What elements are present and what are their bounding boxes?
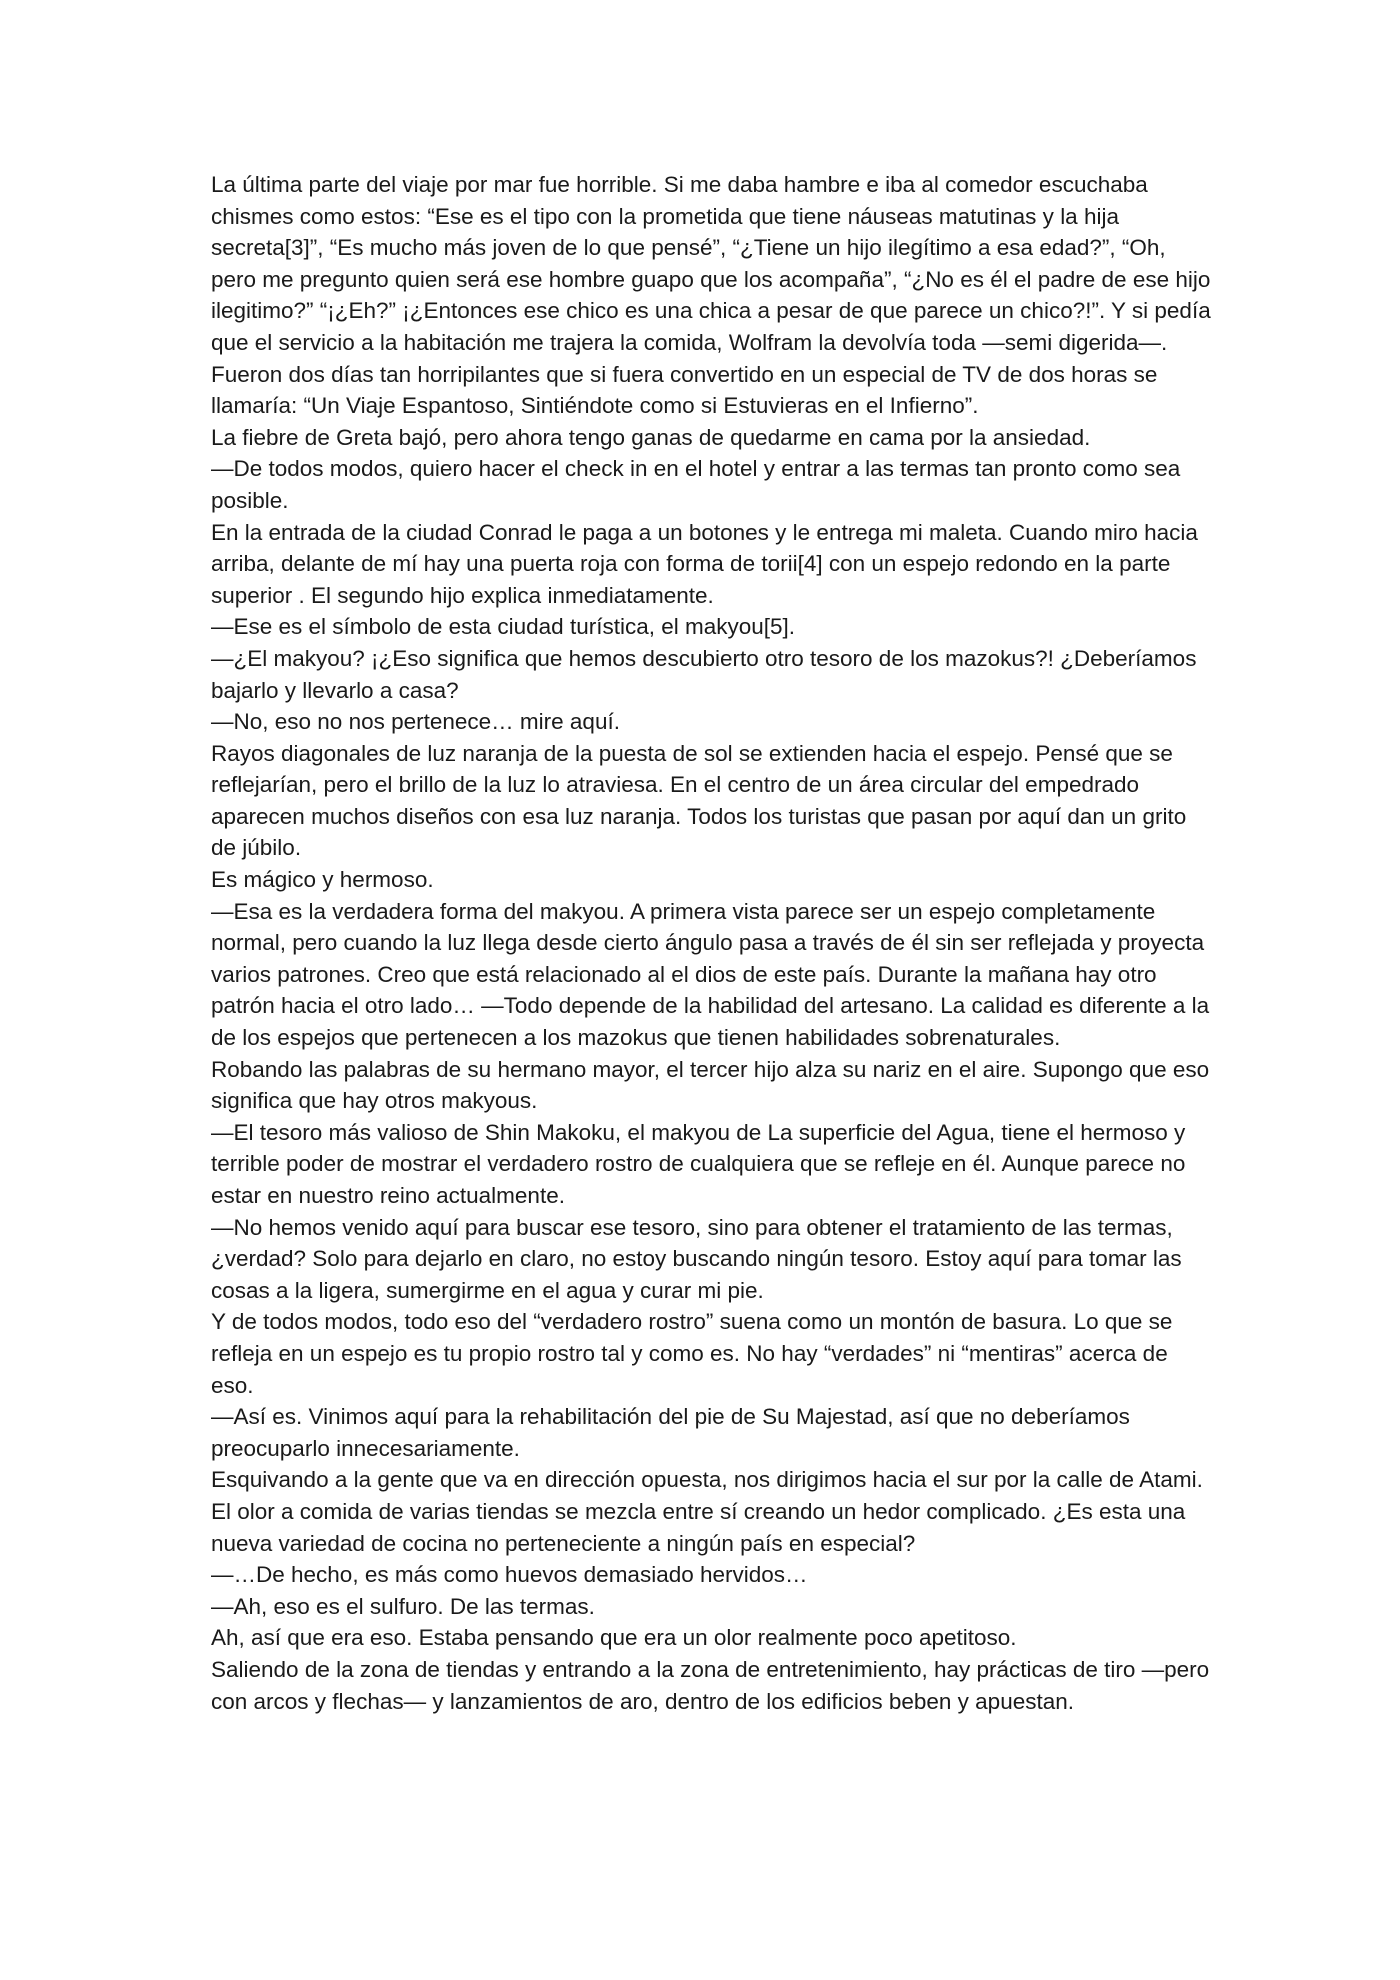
paragraph: —Así es. Vinimos aquí para la rehabilitación del pie de Su Majestad, así que no deberíamos preocuparlo innecesariamente. [211,1404,1130,1461]
paragraph: Y de todos modos, todo eso del “verdadero rostro” suena como un montón de basura. Lo que se refleja en un espejo es tu propio rostro tal y como es. No hay “verdades” ni “mentiras” acerca de eso. [211,1309,1173,1398]
paragraph: —No, eso no nos pertenece… mire aquí. [211,709,620,735]
document-body [211,169,1211,1717]
paragraph: Rayos diagonales de luz naranja de la puesta de sol se extienden hacia el espejo. Pensé que se reflejarían, pero el brillo de la luz lo atraviesa. En el centro de un área circular del empedrado aparecen muchos diseños con esa luz naranja. Todos los turistas que pasan por aquí dan un grito de júbilo. [211,740,1187,861]
paragraph: —No hemos venido aquí para buscar ese tesoro, sino para obtener el tratamiento de las termas, ¿verdad? Solo para dejarlo en claro, no estoy buscando ningún tesoro. Estoy aquí para tomar las cosas a la ligera, sumergirme en el agua y curar mi pie. [211,1214,1182,1303]
paragraph: En la entrada de la ciudad Conrad le paga a un botones y le entrega mi maleta. Cuando miro hacia arriba, delante de mí hay una puerta roja con forma de torii[4] con un espejo redondo en la parte superior . El segundo hijo explica inmediatamente. [211,519,1198,608]
paragraph: Robando las palabras de su hermano mayor, el tercer hijo alza su nariz en el aire. Supongo que eso significa que hay otros makyous. [211,1056,1210,1114]
paragraph: —Ese es el símbolo de esta ciudad turística, el makyou[5]. [211,614,796,640]
paragraph: —¿El makyou? ¡¿Eso significa que hemos descubierto otro tesoro de los mazokus?! ¿Deberíamos bajarlo y llevarlo a casa? [211,645,1197,703]
paragraph: Es mágico y hermoso. [211,867,434,893]
paragraph: La última parte del viaje por mar fue horrible. Si me daba hambre e iba al comedor escuchaba chismes como estos: “Ese es el tipo con la prometida que tiene náuseas matutinas y la hija secreta[3]”, “Es mucho más joven de lo que pensé”, “¿Tiene un hijo ilegítimo a esa edad?”, “Oh, pero me pregunto quien será ese hombre guapo que los acompaña”, “¿No es él el padre de ese hijo ilegitimo?” “¡¿Eh?” ¡¿Entonces ese chico es una chica a pesar de que parece un chico?!”. Y si pedía que el servicio a la habitación me trajera la comida, Wolfram la devolvía toda —semi digerida—. Fueron dos días tan horripilantes que si fuera convertido en un especial de TV de dos horas se llamaría: “Un Viaje Espantoso, Sintiéndote como si Estuvieras en el Infierno”. [211,172,1211,419]
paragraph: —De todos modos, quiero hacer el check in en el hotel y entrar a las termas tan pronto como sea posible. [211,456,1181,513]
paragraph: —Esa es la verdadera forma del makyou. A primera vista parece ser un espejo completamente normal, pero cuando la luz llega desde cierto ángulo pasa a través de él sin ser reflejada y proyecta varios patrones. Creo que está relacionado al el dios de este país. Durante la mañana hay otro patrón hacia el otro lado… —Todo depende de la habilidad del artesano. La calidad es diferente a la de los espejos que pertenecen a los mazokus que tienen habilidades sobrenaturales. [211,898,1210,1051]
paragraph: —El tesoro más valioso de Shin Makoku, el makyou de La superficie del Agua, tiene el hermoso y terrible poder de mostrar el verdadero rostro de cualquiera que se refleje en él. Aunque parece no estar en nuestro reino actualmente. [211,1119,1186,1208]
paragraph: Esquivando a la gente que va en dirección opuesta, nos dirigimos hacia el sur por la calle de Atami. El olor a comida de varias tiendas se mezcla entre sí creando un hedor complicado. ¿Es esta una nueva variedad de cocina no perteneciente a ningún país en especial? [211,1467,1203,1556]
paragraph: Ah, así que era eso. Estaba pensando que era un olor realmente poco apetitoso. [211,1625,1017,1651]
paragraph: —…De hecho, es más como huevos demasiado hervidos… [211,1562,808,1588]
paragraph: —Ah, eso es el sulfuro. De las termas. [211,1593,595,1619]
paragraph: La fiebre de Greta bajó, pero ahora tengo ganas de quedarme en cama por la ansiedad. [211,424,1091,450]
paragraph: Saliendo de la zona de tiendas y entrando a la zona de entretenimiento, hay prácticas de tiro —pero con arcos y flechas— y lanzamientos de aro, dentro de los edificios beben y apuestan. [211,1656,1210,1714]
